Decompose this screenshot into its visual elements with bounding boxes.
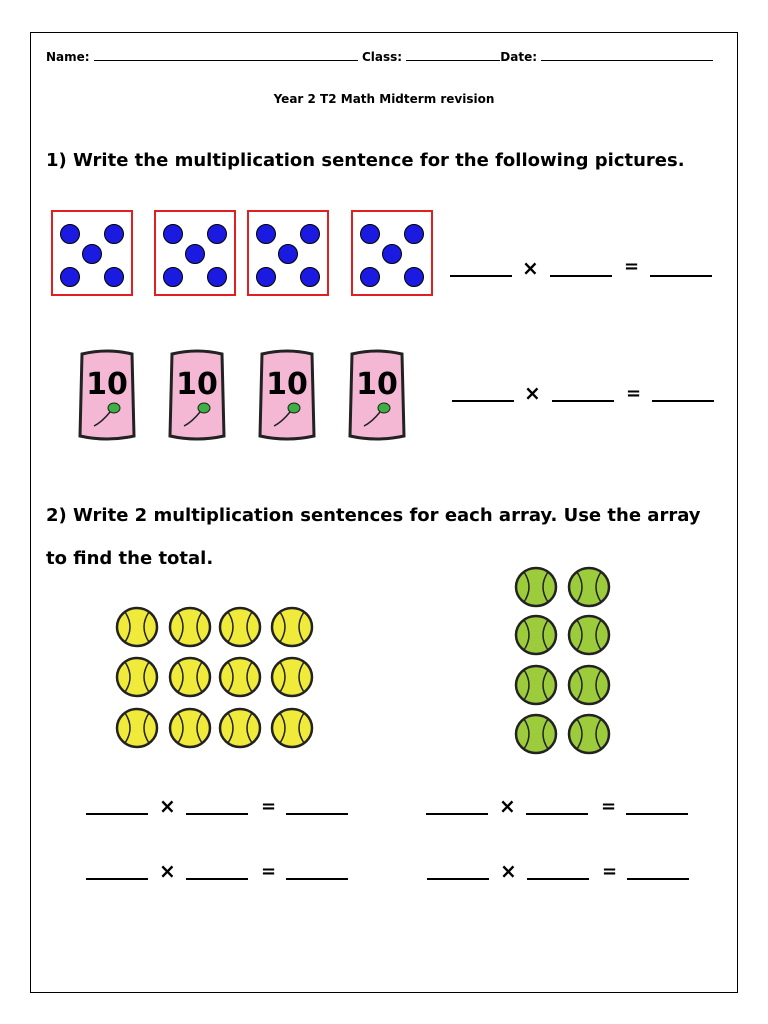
times-sign: × [500, 859, 517, 883]
dot [207, 224, 227, 244]
dot [163, 267, 183, 287]
dot [60, 267, 80, 287]
tennis-ball-icon [270, 707, 314, 749]
dot [278, 244, 298, 264]
dot [60, 224, 80, 244]
dot [300, 224, 320, 244]
seed-packet-icon [166, 348, 228, 444]
tennis-ball-icon [168, 656, 212, 698]
answer-blank[interactable] [86, 813, 148, 815]
answer-blank[interactable] [650, 275, 712, 277]
dot [382, 244, 402, 264]
answer-blank[interactable] [527, 878, 589, 880]
answer-blank[interactable] [286, 813, 348, 815]
answer-blank[interactable] [627, 878, 689, 880]
dot [104, 267, 124, 287]
packet-number: 10 [356, 367, 398, 402]
answer-blank[interactable] [452, 400, 514, 402]
tennis-ball-icon [567, 614, 611, 656]
tennis-ball-icon [115, 606, 159, 648]
tennis-ball-icon [567, 713, 611, 755]
tennis-ball-icon [567, 664, 611, 706]
tennis-ball-icon [514, 713, 558, 755]
answer-blank[interactable] [186, 878, 248, 880]
tennis-ball-icon [270, 656, 314, 698]
packet-number: 10 [86, 367, 128, 402]
seed-packet-icon [346, 348, 408, 444]
tennis-ball-icon [514, 664, 558, 706]
name-row [46, 50, 358, 64]
dot [360, 267, 380, 287]
dice-card [154, 210, 236, 296]
dice-card [247, 210, 329, 296]
tennis-ball-icon [115, 656, 159, 698]
equals-sign: = [261, 796, 277, 817]
tennis-ball-icon [567, 566, 611, 608]
equals-sign: = [626, 383, 642, 404]
seed-packet-icon [76, 348, 138, 444]
question-2-line2: to find the total. [46, 548, 214, 569]
dot [104, 224, 124, 244]
tennis-ball-icon [270, 606, 314, 648]
date-field[interactable] [541, 50, 713, 61]
dot [207, 267, 227, 287]
answer-blank[interactable] [550, 275, 612, 277]
dot [185, 244, 205, 264]
date-label: Date: [500, 50, 538, 64]
times-sign: × [524, 381, 541, 405]
dot [404, 224, 424, 244]
dice-card [51, 210, 133, 296]
question-2-line1: 2) Write 2 multiplication sentences for each array. Use the array [46, 505, 701, 526]
answer-blank[interactable] [450, 275, 512, 277]
answer-blank[interactable] [86, 878, 148, 880]
answer-blank[interactable] [526, 813, 588, 815]
times-sign: × [522, 256, 539, 280]
answer-blank[interactable] [552, 400, 614, 402]
tennis-ball-icon [168, 606, 212, 648]
times-sign: × [159, 794, 176, 818]
answer-blank[interactable] [186, 813, 248, 815]
equals-sign: = [624, 256, 640, 277]
packet-number: 10 [176, 367, 218, 402]
dice-card [351, 210, 433, 296]
equals-sign: = [602, 861, 618, 882]
answer-blank[interactable] [626, 813, 688, 815]
times-sign: × [159, 859, 176, 883]
tennis-ball-icon [218, 656, 262, 698]
dot [404, 267, 424, 287]
class-field[interactable] [406, 50, 500, 61]
tennis-ball-icon [514, 566, 558, 608]
tennis-ball-icon [218, 606, 262, 648]
seed-packet-icon [256, 348, 318, 444]
answer-blank[interactable] [652, 400, 714, 402]
dot [360, 224, 380, 244]
tennis-ball-icon [218, 707, 262, 749]
answer-blank[interactable] [286, 878, 348, 880]
tennis-ball-icon [514, 614, 558, 656]
worksheet-title: Year 2 T2 Math Midterm revision [273, 92, 495, 106]
equals-sign: = [261, 861, 277, 882]
answer-blank[interactable] [426, 813, 488, 815]
answer-blank[interactable] [427, 878, 489, 880]
class-row [362, 50, 713, 64]
name-field[interactable] [94, 50, 358, 61]
dot [256, 224, 276, 244]
packet-number: 10 [266, 367, 308, 402]
dot [256, 267, 276, 287]
name-label: Name: [46, 50, 90, 64]
class-label: Class: [362, 50, 403, 64]
dot [300, 267, 320, 287]
dot [163, 224, 183, 244]
tennis-ball-icon [115, 707, 159, 749]
dot [82, 244, 102, 264]
tennis-ball-icon [168, 707, 212, 749]
times-sign: × [499, 794, 516, 818]
question-1: 1) Write the multiplication sentence for the following pictures. [46, 150, 685, 171]
equals-sign: = [601, 796, 617, 817]
